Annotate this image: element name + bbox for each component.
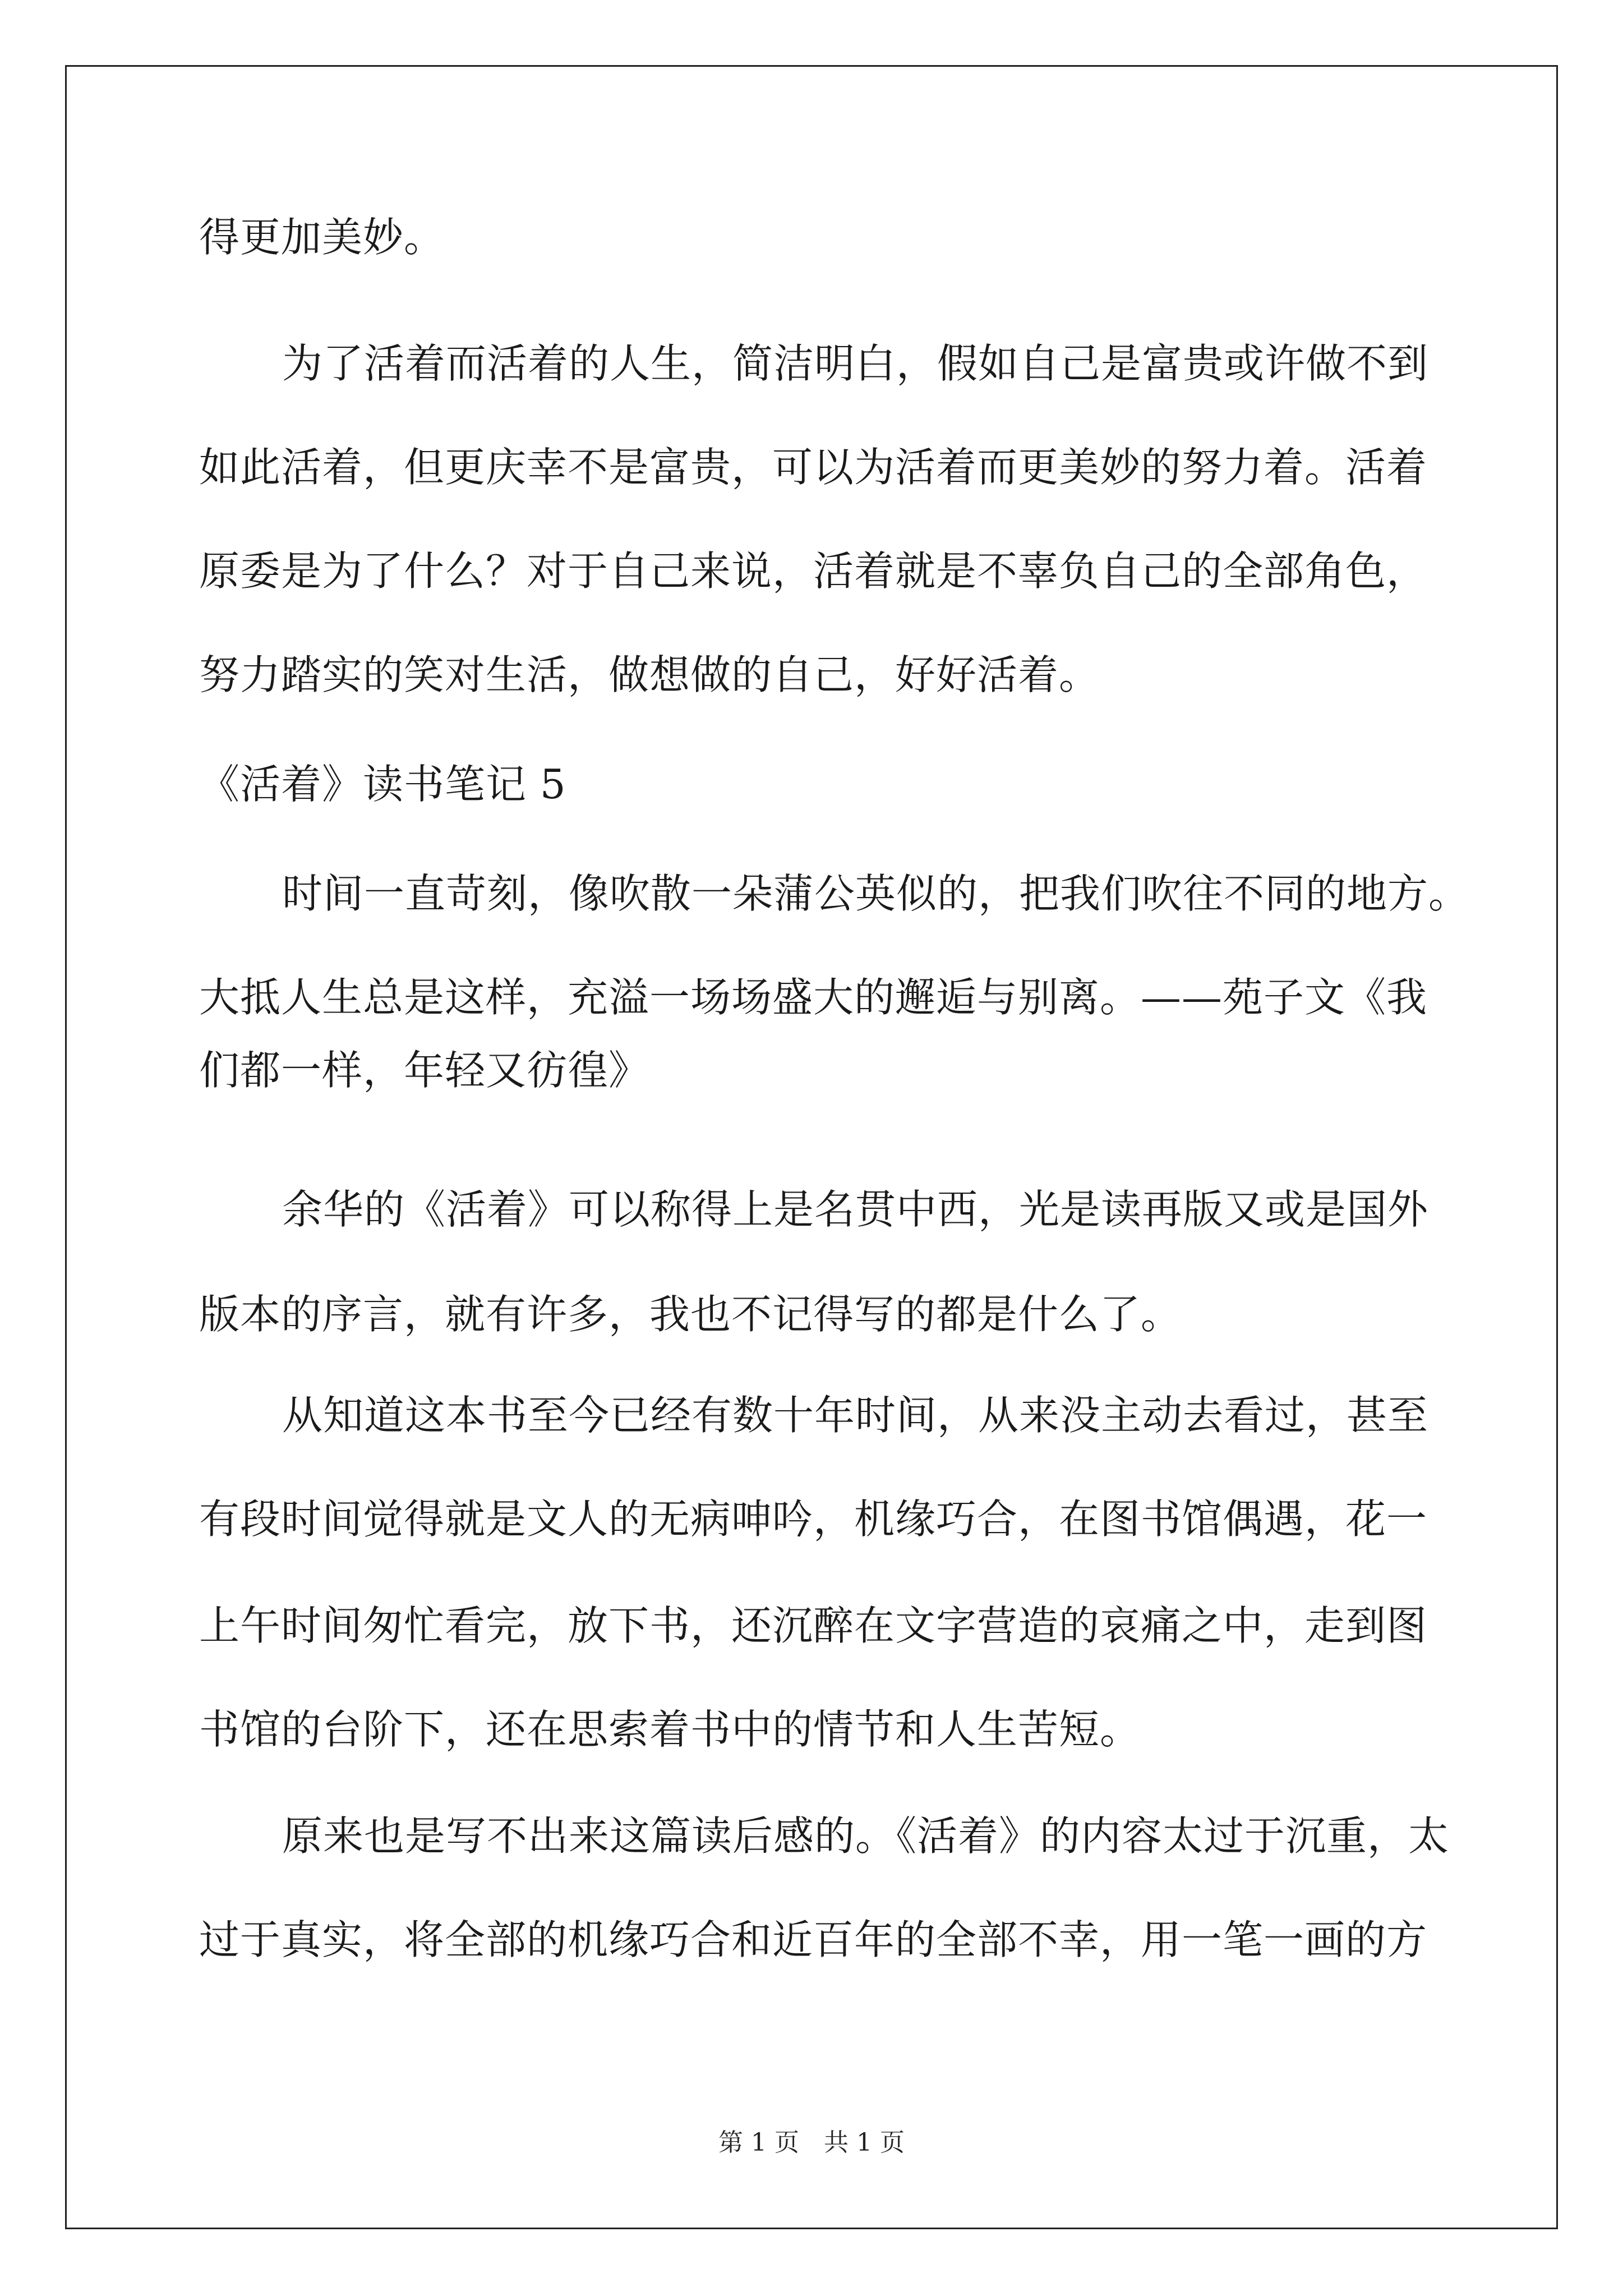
text-line: 书馆的台阶下，还在思索着书中的情节和人生苦短。 [199,1706,1141,1753]
page-number: 第 1 页 共 1 页 [718,2128,905,2157]
text-line: 时间一直苛刻，像吹散一朵蒲公英似的，把我们吹往不同的地方。 [282,870,1470,917]
text-line: 为了活着而活着的人生，简洁明白，假如自己是富贵或许做不到 [282,340,1429,387]
text-line: 上午时间匆忙看完，放下书，还沉醉在文字营造的哀痛之中，走到图 [199,1602,1428,1649]
text-line: 原委是为了什么？对于自己来说，活着就是不辜负自己的全部角色， [199,547,1428,595]
text-line: 大抵人生总是这样，充溢一场场盛大的邂逅与别离。——苑子文《我 [199,974,1428,1021]
section-heading: 《活着》读书笔记 5 [199,761,566,808]
text-line: 过于真实，将全部的机缘巧合和近百年的全部不幸，用一笔一画的方 [199,1916,1428,1963]
text-line: 原来也是写不出来这篇读后感的。《活着》的内容太过于沉重，太 [282,1812,1450,1860]
text-line: 得更加美妙。 [199,214,445,261]
text-line: 余华的《活着》可以称得上是名贯中西，光是读再版又或是国外 [282,1186,1429,1233]
text-line: 们都一样，年轻又彷徨》 [199,1047,650,1094]
text-line: 有段时间觉得就是文人的无病呻吟，机缘巧合，在图书馆偶遇，花一 [199,1496,1428,1543]
text-line: 努力踏实的笑对生活，做想做的自己，好好活着。 [199,651,1100,698]
text-line: 版本的序言，就有许多，我也不记得写的都是什么了。 [199,1291,1182,1338]
text-line: 如此活着，但更庆幸不是富贵，可以为活着而更美妙的努力着。活着 [199,444,1428,491]
text-line: 从知道这本书至今已经有数十年时间，从来没主动去看过，甚至 [282,1392,1429,1439]
